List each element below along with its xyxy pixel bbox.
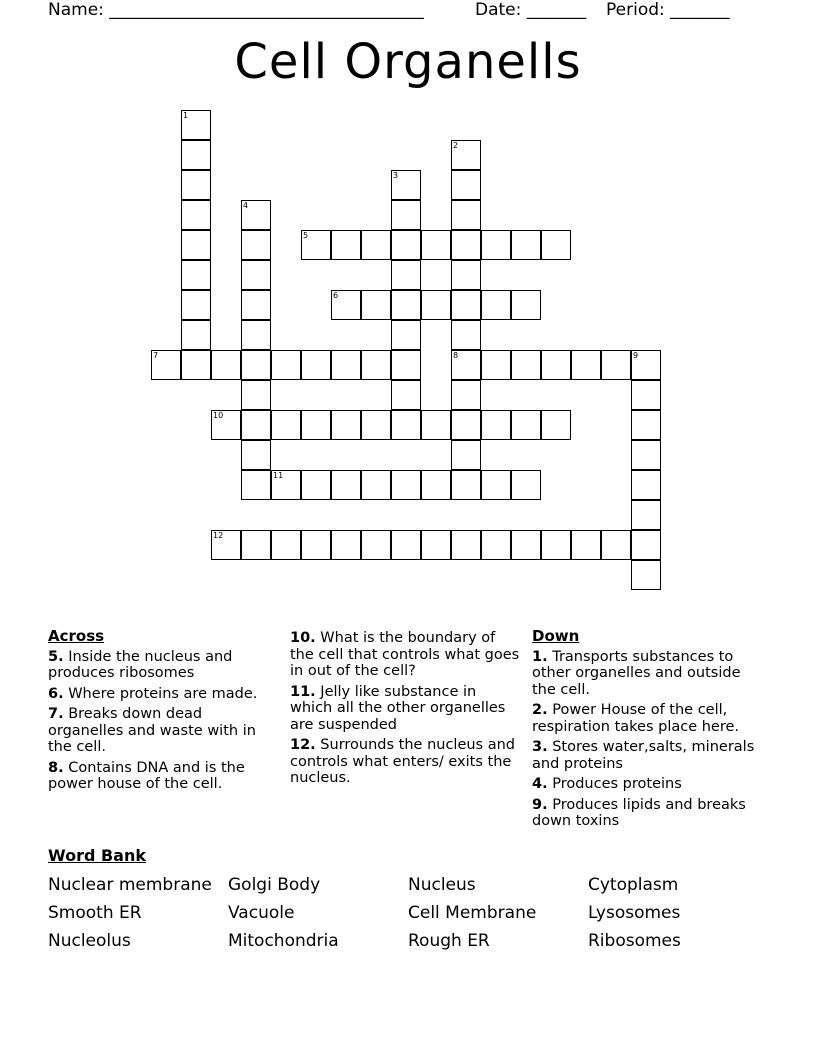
- page-title: Cell Organells: [234, 34, 582, 90]
- clue-across-6: 6. Where proteins are made.: [48, 685, 258, 702]
- crossword-cell[interactable]: [241, 320, 271, 350]
- word-bank-item: Nuclear membrane: [48, 875, 212, 895]
- crossword-cell[interactable]: [241, 260, 271, 290]
- crossword-cell[interactable]: [481, 410, 511, 440]
- crossword-cell[interactable]: [241, 410, 271, 440]
- crossword-cell[interactable]: [511, 230, 541, 260]
- clue-number-7: 7: [153, 351, 159, 360]
- crossword-cell[interactable]: [241, 530, 271, 560]
- crossword-cell[interactable]: [181, 350, 211, 380]
- word-bank-item: Golgi Body: [228, 875, 321, 895]
- date-field: Date: _______: [475, 0, 587, 20]
- crossword-cell[interactable]: [481, 290, 511, 320]
- word-bank-item: Mitochondria: [228, 931, 339, 951]
- word-bank-item: Cytoplasm: [588, 875, 679, 895]
- crossword-cell[interactable]: [451, 410, 481, 440]
- down-heading: Down: [532, 627, 580, 645]
- clue-number-8: 8: [453, 351, 459, 360]
- clue-number-6: 6: [333, 291, 339, 300]
- crossword-cell[interactable]: [451, 440, 481, 470]
- crossword-cell[interactable]: [301, 410, 331, 440]
- word-bank-item: Vacuole: [228, 903, 295, 923]
- word-bank-item: Smooth ER: [48, 903, 142, 923]
- crossword-cell[interactable]: [361, 410, 391, 440]
- crossword-cell[interactable]: [511, 530, 541, 560]
- crossword-cell[interactable]: [301, 530, 331, 560]
- clue-number-1: 1: [183, 111, 189, 120]
- down-clues-column: [532, 628, 764, 834]
- crossword-cell[interactable]: [511, 350, 541, 380]
- crossword-cell[interactable]: [541, 350, 571, 380]
- crossword-cell[interactable]: [481, 350, 511, 380]
- clue-number-10: 10: [213, 411, 224, 420]
- crossword-cell[interactable]: [361, 470, 391, 500]
- crossword-cell[interactable]: [511, 470, 541, 500]
- name-field: Name: _____________________________________: [48, 0, 424, 20]
- crossword-cell[interactable]: [631, 440, 661, 470]
- crossword-cell[interactable]: [541, 410, 571, 440]
- crossword-cell[interactable]: [361, 530, 391, 560]
- crossword-cell[interactable]: [331, 230, 361, 260]
- crossword-cell[interactable]: [271, 350, 301, 380]
- crossword-cell[interactable]: [361, 350, 391, 380]
- clue-number-11: 11: [273, 471, 284, 480]
- clue-across-10: 10. What is the boundary of the cell that controls what goes in out of the cell?: [290, 630, 520, 679]
- crossword-cell[interactable]: [181, 290, 211, 320]
- clue-across-11: 11. Jelly like substance in which all the other organelles are suspended: [290, 683, 506, 733]
- crossword-cell[interactable]: [331, 470, 361, 500]
- crossword-cell[interactable]: [241, 440, 271, 470]
- crossword-cell[interactable]: [451, 320, 481, 350]
- clue-number-9: 9: [633, 351, 639, 360]
- clue-number-5: 5: [303, 231, 309, 240]
- clue-down-1: 1. Transports substances to other organelles and outside the cell.: [532, 648, 741, 698]
- crossword-cell[interactable]: [391, 200, 421, 230]
- crossword-cell[interactable]: [391, 260, 421, 290]
- crossword-cell[interactable]: [571, 350, 601, 380]
- clue-across-8: 8. Contains DNA and is the power house of the cell.: [48, 759, 245, 792]
- crossword-cell[interactable]: [631, 500, 661, 530]
- crossword-cell[interactable]: [421, 230, 451, 260]
- crossword-cell[interactable]: [481, 230, 511, 260]
- clue-down-2: 2. Power House of the cell, respiration takes place here.: [532, 702, 740, 735]
- crossword-cell[interactable]: [421, 530, 451, 560]
- crossword-cell[interactable]: [331, 530, 361, 560]
- crossword-cell[interactable]: [631, 470, 661, 500]
- word-bank-item: Lysosomes: [588, 903, 681, 923]
- crossword-cell[interactable]: [451, 470, 481, 500]
- crossword-cell[interactable]: [241, 350, 271, 380]
- crossword-cell[interactable]: [451, 260, 481, 290]
- crossword-cell[interactable]: [511, 290, 541, 320]
- crossword-cell[interactable]: [481, 470, 511, 500]
- crossword-cell[interactable]: [421, 410, 451, 440]
- crossword-cell[interactable]: [511, 410, 541, 440]
- crossword-cell[interactable]: [301, 470, 331, 500]
- clue-number-12: 12: [213, 531, 224, 540]
- word-bank-item: Nucleus: [408, 875, 476, 895]
- crossword-cell[interactable]: [271, 410, 301, 440]
- word-bank-item: Nucleolus: [48, 931, 131, 951]
- word-bank-item: Cell Membrane: [408, 903, 537, 923]
- crossword-cell[interactable]: [361, 230, 391, 260]
- crossword-cell[interactable]: [181, 230, 211, 260]
- clue-across-7: 7. Breaks down dead organelles and waste with in the cell.: [48, 706, 256, 755]
- crossword-cell[interactable]: [571, 530, 601, 560]
- crossword-cell[interactable]: [451, 200, 481, 230]
- crossword-cell[interactable]: [631, 410, 661, 440]
- crossword-cell[interactable]: [481, 530, 511, 560]
- crossword-cell[interactable]: [601, 350, 631, 380]
- crossword-cell[interactable]: [181, 260, 211, 290]
- crossword-cell[interactable]: [211, 350, 241, 380]
- clue-number-2: 2: [453, 141, 459, 150]
- crossword-cell[interactable]: [271, 530, 301, 560]
- clue-down-3: 3. Stores water,salts, minerals and proteins: [532, 739, 755, 772]
- crossword-cell[interactable]: [451, 230, 481, 260]
- crossword-cell[interactable]: [391, 320, 421, 350]
- clue-number-3: 3: [393, 171, 399, 180]
- crossword-cell[interactable]: [391, 290, 421, 320]
- crossword-cell[interactable]: [541, 530, 571, 560]
- crossword-cell[interactable]: [451, 530, 481, 560]
- clue-number-4: 4: [243, 201, 249, 210]
- crossword-cell[interactable]: [631, 530, 661, 560]
- crossword-cell[interactable]: [181, 140, 211, 170]
- word-bank-item: Ribosomes: [588, 931, 681, 951]
- crossword-cell[interactable]: [361, 290, 391, 320]
- crossword-cell[interactable]: [331, 410, 361, 440]
- crossword-cell[interactable]: [601, 530, 631, 560]
- crossword-cell[interactable]: [181, 320, 211, 350]
- clue-down-9: 9. Produces lipids and breaks down toxins: [532, 796, 746, 829]
- crossword-cell[interactable]: [181, 200, 211, 230]
- across-clues-column-2: [290, 630, 522, 791]
- crossword-cell[interactable]: [241, 470, 271, 500]
- crossword-cell[interactable]: [421, 470, 451, 500]
- crossword-cell[interactable]: [451, 290, 481, 320]
- crossword-cell[interactable]: [391, 350, 421, 380]
- crossword-cell[interactable]: [451, 170, 481, 200]
- clue-across-5: 5. Inside the nucleus and produces ribosomes: [48, 648, 233, 681]
- word-bank-item: Rough ER: [408, 931, 490, 951]
- across-heading: Across: [48, 627, 105, 645]
- crossword-cell[interactable]: [391, 380, 421, 410]
- crossword-cell[interactable]: [391, 230, 421, 260]
- crossword-cell[interactable]: [241, 230, 271, 260]
- crossword-cell[interactable]: [241, 380, 271, 410]
- clue-down-4: 4. Produces proteins: [532, 776, 682, 792]
- crossword-cell[interactable]: [391, 530, 421, 560]
- crossword-cell[interactable]: [301, 350, 331, 380]
- crossword-cell[interactable]: [241, 290, 271, 320]
- crossword-cell[interactable]: [421, 290, 451, 320]
- crossword-cell[interactable]: [631, 560, 661, 590]
- crossword-cell[interactable]: [391, 410, 421, 440]
- crossword-cell[interactable]: [541, 230, 571, 260]
- crossword-cell[interactable]: [181, 170, 211, 200]
- word-bank-title: Word Bank: [48, 846, 147, 865]
- clue-across-12: 12. Surrounds the nucleus and controls what enters/ exits the nucleus.: [290, 737, 515, 786]
- crossword-cell[interactable]: [631, 380, 661, 410]
- period-field: Period: _______: [606, 0, 730, 20]
- crossword-cell[interactable]: [391, 470, 421, 500]
- across-clues-column-1: [48, 628, 280, 797]
- crossword-cell[interactable]: [451, 380, 481, 410]
- crossword-cell[interactable]: [331, 350, 361, 380]
